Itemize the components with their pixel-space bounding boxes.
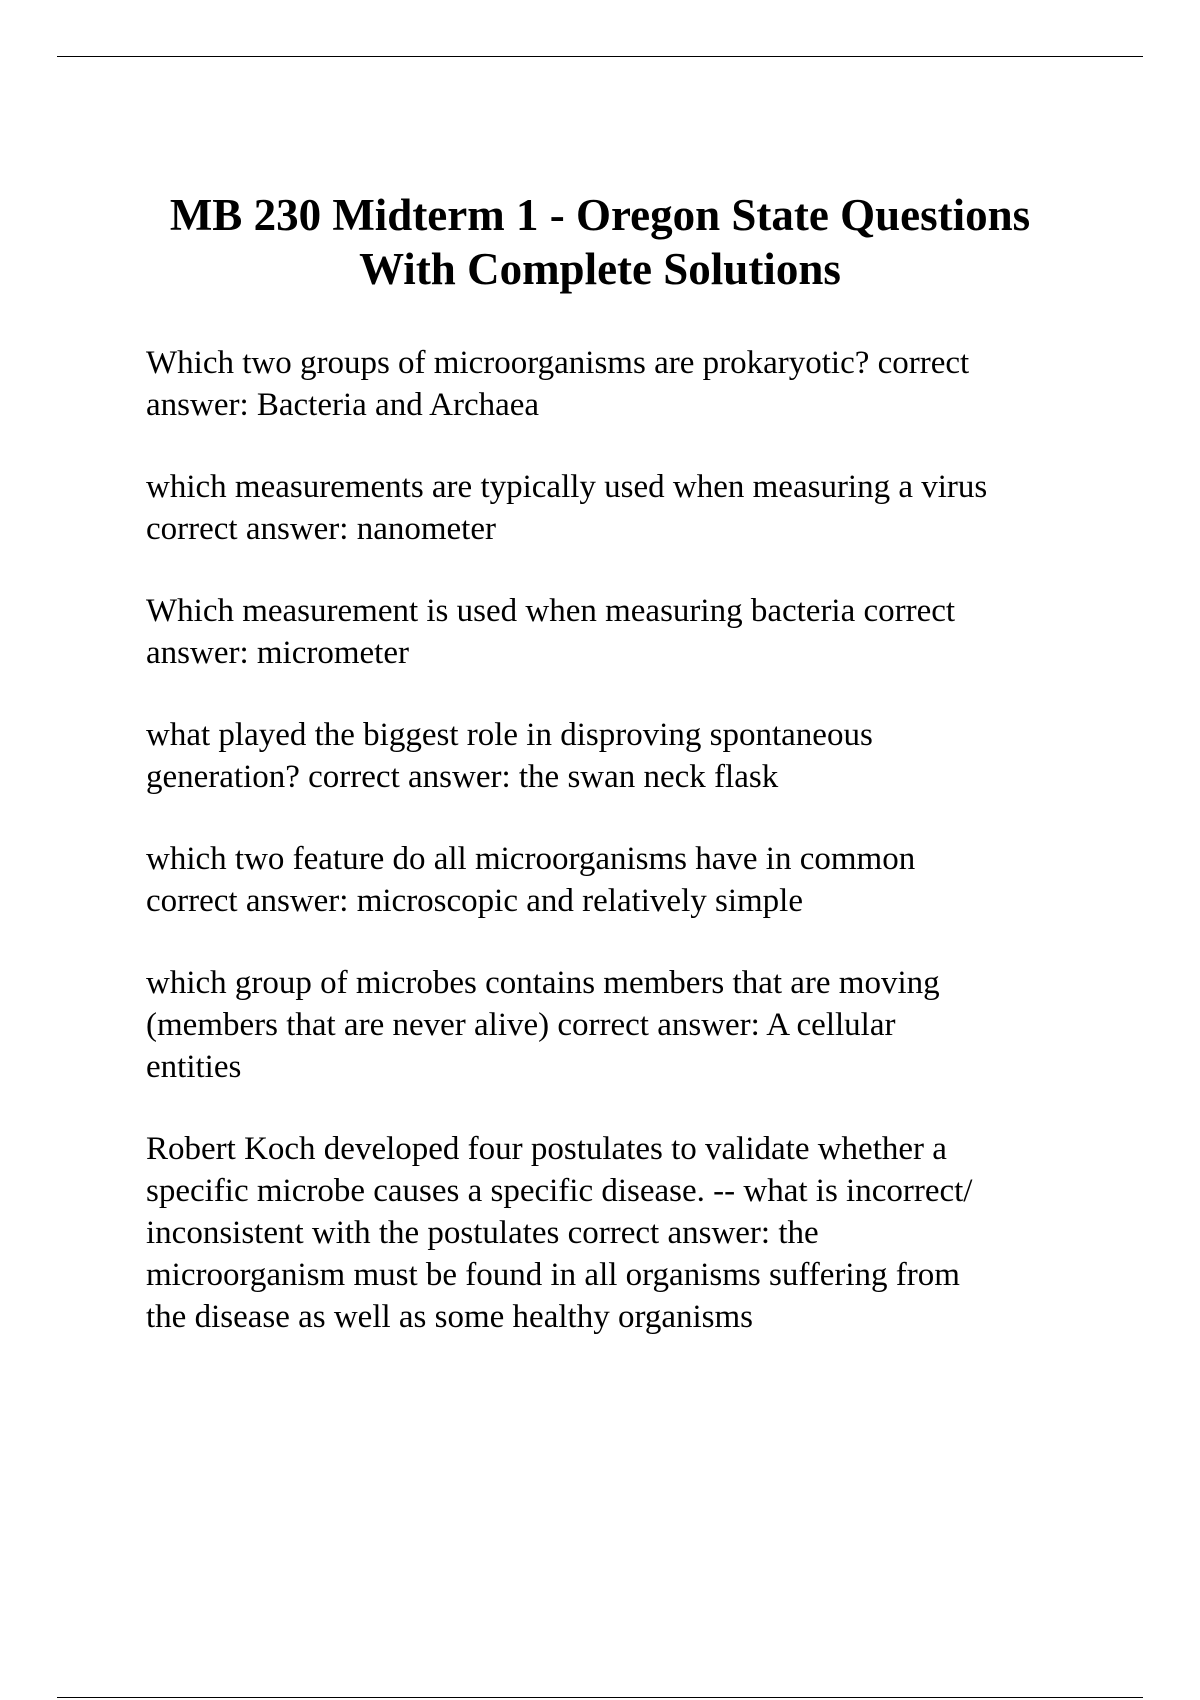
qa-line: (members that are never alive) correct answer: A cellular <box>146 1007 896 1043</box>
qa-line: Which measurement is used when measuring bacteria correct <box>146 593 956 629</box>
qa-line: entities <box>146 1049 242 1085</box>
qa-item-2 <box>146 466 1086 550</box>
qa-line: what played the biggest role in disproving spontaneous <box>146 717 873 753</box>
page-title <box>100 188 1100 296</box>
bottom-divider <box>57 1697 1143 1698</box>
qa-line: generation? correct answer: the swan neck flask <box>146 759 779 795</box>
top-divider <box>57 56 1143 57</box>
qa-line: Which two groups of microorganisms are prokaryotic? correct <box>146 345 970 381</box>
qa-line: specific microbe causes a specific disease. -- what is incorrect/ <box>146 1173 973 1209</box>
qa-line: which group of microbes contains members that are moving <box>146 965 940 1001</box>
qa-line: inconsistent with the postulates correct answer: the <box>146 1215 819 1251</box>
qa-item-4 <box>146 714 1086 798</box>
qa-line: the disease as well as some healthy organisms <box>146 1299 754 1335</box>
title-line-1: MB 230 Midterm 1 - Oregon State Questions <box>169 190 1031 240</box>
qa-item-7 <box>146 1128 1086 1338</box>
qa-line: correct answer: nanometer <box>146 511 496 547</box>
qa-item-5 <box>146 838 1086 922</box>
qa-list <box>146 342 1086 1378</box>
title-line-2: With Complete Solutions <box>359 244 841 294</box>
qa-line: answer: Bacteria and Archaea <box>146 387 540 423</box>
qa-item-1 <box>146 342 1086 426</box>
qa-line: answer: micrometer <box>146 635 409 671</box>
qa-item-3 <box>146 590 1086 674</box>
qa-line: which measurements are typically used when measuring a virus <box>146 469 988 505</box>
qa-line: correct answer: microscopic and relatively simple <box>146 883 803 919</box>
qa-item-6 <box>146 962 1086 1088</box>
qa-line: Robert Koch developed four postulates to validate whether a <box>146 1131 947 1167</box>
qa-line: microorganism must be found in all organisms suffering from <box>146 1257 960 1293</box>
qa-line: which two feature do all microorganisms have in common <box>146 841 916 877</box>
